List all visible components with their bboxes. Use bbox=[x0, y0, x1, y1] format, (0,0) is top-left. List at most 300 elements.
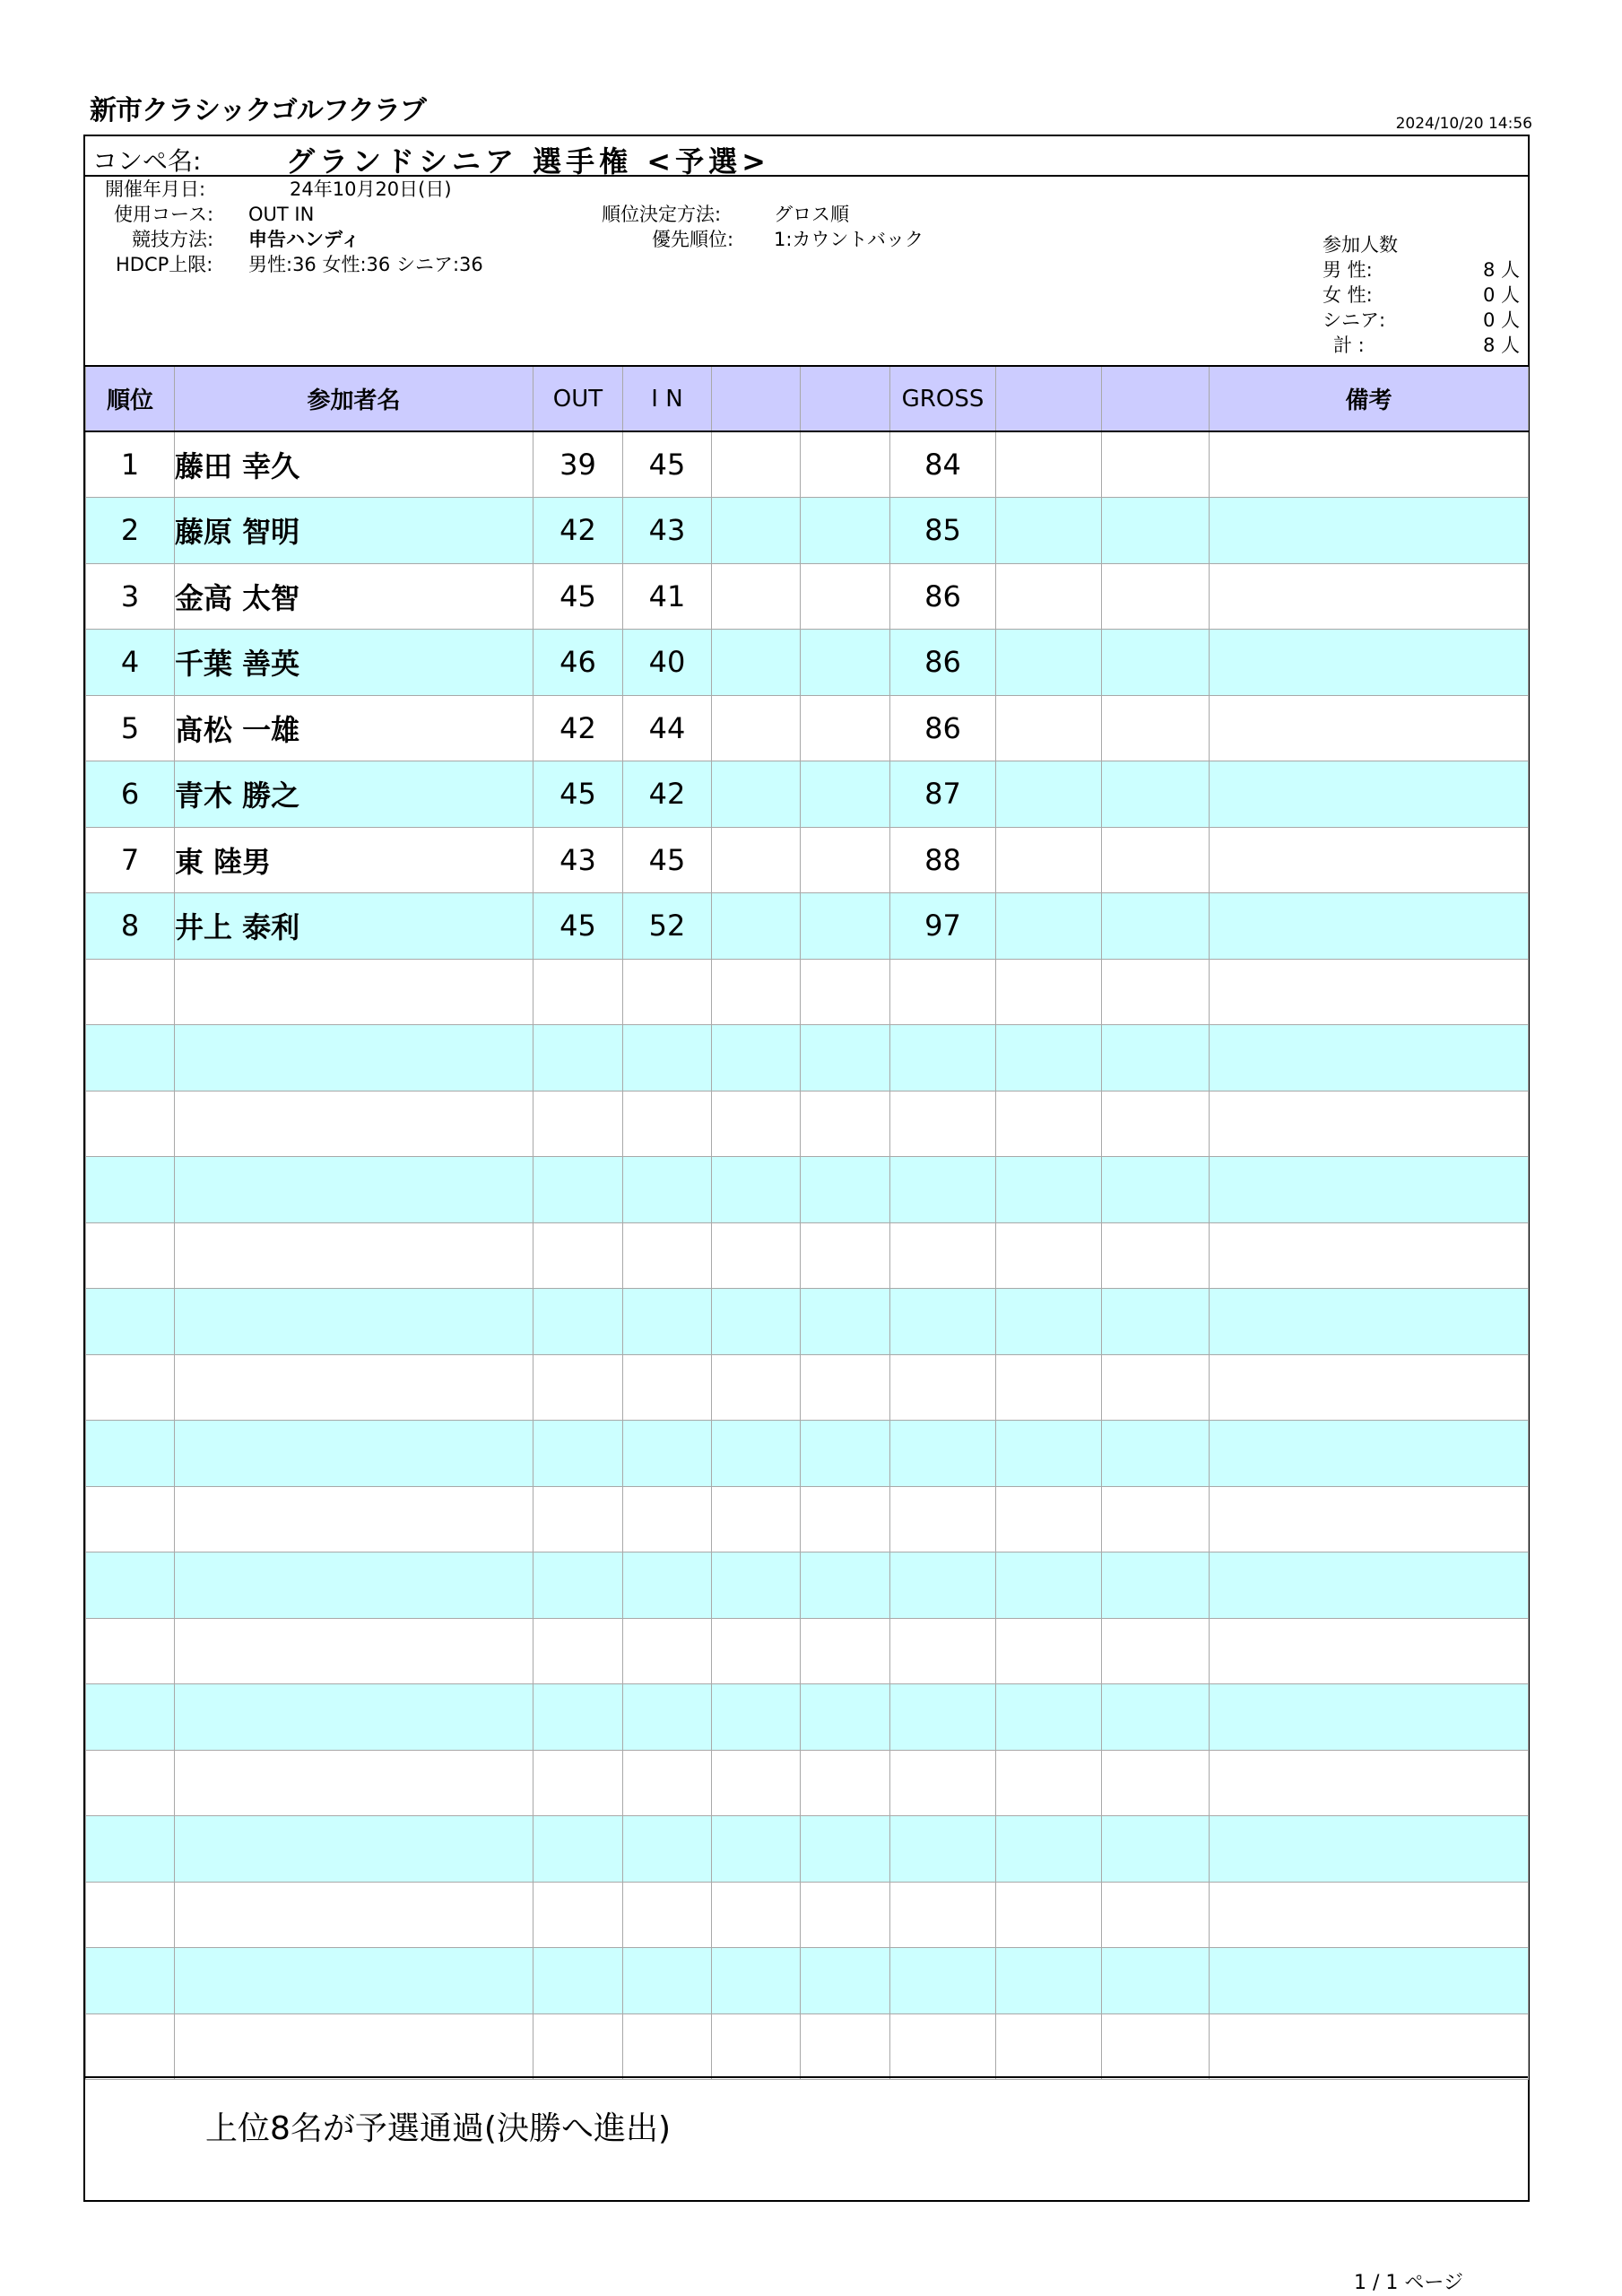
in-cell bbox=[623, 1552, 712, 1619]
out-cell bbox=[533, 1750, 623, 1816]
col6-cell bbox=[801, 1882, 890, 1948]
col5-cell bbox=[712, 1289, 801, 1355]
name-cell bbox=[175, 1552, 533, 1619]
gross-cell bbox=[890, 1882, 996, 1948]
remarks-cell bbox=[1210, 563, 1529, 630]
table-row bbox=[86, 1222, 1529, 1289]
col9-cell bbox=[1102, 630, 1210, 696]
method-value: 申告ハンディ bbox=[248, 229, 360, 250]
col6-cell bbox=[801, 1684, 890, 1751]
out-cell bbox=[533, 959, 623, 1025]
competition-title: グランドシニア 選手権 <予選> bbox=[286, 144, 770, 178]
remarks-cell bbox=[1210, 1816, 1529, 1883]
col6-cell bbox=[801, 1222, 890, 1289]
out-cell: 42 bbox=[533, 695, 623, 761]
col8-cell bbox=[996, 1618, 1102, 1684]
remarks-cell bbox=[1210, 1091, 1529, 1157]
col6-cell bbox=[801, 1552, 890, 1619]
remarks-cell bbox=[1210, 1882, 1529, 1948]
remarks-cell bbox=[1210, 1354, 1529, 1421]
female-label: 女 性: bbox=[1323, 284, 1373, 306]
header-col9 bbox=[1102, 366, 1210, 431]
col5-cell bbox=[712, 761, 801, 828]
table-row bbox=[86, 431, 1529, 498]
out-cell bbox=[533, 1816, 623, 1883]
table-row bbox=[86, 1354, 1529, 1421]
col8-cell bbox=[996, 563, 1102, 630]
course-label: 使用コース: bbox=[114, 204, 214, 225]
header-out: OUT bbox=[533, 366, 623, 431]
remarks-cell bbox=[1210, 1750, 1529, 1816]
col9-cell bbox=[1102, 1948, 1210, 2014]
participants-heading: 参加人数 bbox=[1323, 234, 1398, 256]
table-row bbox=[86, 1552, 1529, 1619]
table-row bbox=[86, 1157, 1529, 1223]
method-label: 競技方法: bbox=[132, 229, 214, 250]
col5-cell bbox=[712, 1750, 801, 1816]
col8-cell bbox=[996, 1289, 1102, 1355]
col5-cell bbox=[712, 1618, 801, 1684]
col5-cell bbox=[712, 1486, 801, 1552]
name-cell bbox=[175, 1091, 533, 1157]
gross-cell: 84 bbox=[890, 431, 996, 498]
col8-cell bbox=[996, 1157, 1102, 1223]
col6-cell bbox=[801, 563, 890, 630]
in-cell bbox=[623, 1157, 712, 1223]
rank-cell bbox=[86, 1882, 175, 1948]
table-row bbox=[86, 1421, 1529, 1487]
table-row bbox=[86, 827, 1529, 893]
remarks-cell bbox=[1210, 1222, 1529, 1289]
rank-cell bbox=[86, 1750, 175, 1816]
col9-cell bbox=[1102, 827, 1210, 893]
male-label: 男 性: bbox=[1323, 259, 1373, 281]
gross-cell bbox=[890, 1025, 996, 1091]
table-row bbox=[86, 1618, 1529, 1684]
remarks-cell bbox=[1210, 827, 1529, 893]
date-label: 開催年月日: bbox=[105, 178, 206, 200]
qualification-note bbox=[85, 2076, 1528, 2202]
remarks-cell bbox=[1210, 1552, 1529, 1619]
rank-cell bbox=[86, 1552, 175, 1619]
rank-cell: 2 bbox=[86, 498, 175, 564]
col8-cell bbox=[996, 1025, 1102, 1091]
table-row bbox=[86, 1025, 1529, 1091]
male-count: 8 人 bbox=[1482, 259, 1520, 281]
col8-cell bbox=[996, 827, 1102, 893]
out-cell bbox=[533, 1157, 623, 1223]
out-cell bbox=[533, 1025, 623, 1091]
hdcp-label: HDCP上限: bbox=[116, 254, 213, 275]
gross-cell: 86 bbox=[890, 695, 996, 761]
priority-label: 優先順位: bbox=[652, 229, 734, 250]
rank-cell bbox=[86, 1091, 175, 1157]
out-cell bbox=[533, 1618, 623, 1684]
out-cell: 39 bbox=[533, 431, 623, 498]
name-cell bbox=[175, 1289, 533, 1355]
in-cell bbox=[623, 1882, 712, 1948]
header-col8 bbox=[996, 366, 1102, 431]
table-row bbox=[86, 563, 1529, 630]
out-cell bbox=[533, 1289, 623, 1355]
in-cell: 52 bbox=[623, 893, 712, 960]
hdcp-value: 男性:36 女性:36 シニア:36 bbox=[248, 254, 483, 275]
col8-cell bbox=[996, 2013, 1102, 2080]
col5-cell bbox=[712, 1684, 801, 1751]
name-cell bbox=[175, 1948, 533, 2014]
rank-cell: 7 bbox=[86, 827, 175, 893]
in-cell bbox=[623, 1421, 712, 1487]
gross-cell bbox=[890, 1948, 996, 2014]
col9-cell bbox=[1102, 498, 1210, 564]
col5-cell bbox=[712, 498, 801, 564]
in-cell: 44 bbox=[623, 695, 712, 761]
col8-cell bbox=[996, 630, 1102, 696]
gross-cell bbox=[890, 1816, 996, 1883]
col5-cell bbox=[712, 431, 801, 498]
table-row bbox=[86, 1091, 1529, 1157]
col9-cell bbox=[1102, 1222, 1210, 1289]
gross-cell: 86 bbox=[890, 630, 996, 696]
col9-cell bbox=[1102, 1684, 1210, 1751]
rank-cell bbox=[86, 1486, 175, 1552]
name-cell bbox=[175, 1421, 533, 1487]
col6-cell bbox=[801, 761, 890, 828]
gross-cell bbox=[890, 1684, 996, 1751]
col6-cell bbox=[801, 695, 890, 761]
name-cell: 千葉 善英 bbox=[175, 630, 533, 696]
col6-cell bbox=[801, 1486, 890, 1552]
remarks-cell bbox=[1210, 1948, 1529, 2014]
col5-cell bbox=[712, 563, 801, 630]
header-col6 bbox=[801, 366, 890, 431]
ranking-value: グロス順 bbox=[774, 204, 849, 225]
out-cell bbox=[533, 1486, 623, 1552]
gross-cell bbox=[890, 1354, 996, 1421]
name-cell: 藤原 智明 bbox=[175, 498, 533, 564]
col9-cell bbox=[1102, 761, 1210, 828]
remarks-cell bbox=[1210, 1157, 1529, 1223]
col8-cell bbox=[996, 893, 1102, 960]
remarks-cell bbox=[1210, 431, 1529, 498]
name-cell: 青木 勝之 bbox=[175, 761, 533, 828]
col5-cell bbox=[712, 630, 801, 696]
col5-cell bbox=[712, 1552, 801, 1619]
table-row bbox=[86, 893, 1529, 960]
rank-cell: 4 bbox=[86, 630, 175, 696]
col9-cell bbox=[1102, 431, 1210, 498]
gross-cell bbox=[890, 1289, 996, 1355]
header-in: I N bbox=[623, 366, 712, 431]
out-cell bbox=[533, 1552, 623, 1619]
col6-cell bbox=[801, 431, 890, 498]
out-cell bbox=[533, 1354, 623, 1421]
col9-cell bbox=[1102, 1289, 1210, 1355]
col5-cell bbox=[712, 695, 801, 761]
date-value: 24年10月20日(日) bbox=[290, 178, 452, 200]
col8-cell bbox=[996, 695, 1102, 761]
name-cell: 東 陸男 bbox=[175, 827, 533, 893]
col6-cell bbox=[801, 498, 890, 564]
out-cell bbox=[533, 1421, 623, 1487]
col8-cell bbox=[996, 1421, 1102, 1487]
col5-cell bbox=[712, 959, 801, 1025]
in-cell bbox=[623, 1354, 712, 1421]
col6-cell bbox=[801, 1816, 890, 1883]
table-row bbox=[86, 761, 1529, 828]
col6-cell bbox=[801, 1354, 890, 1421]
out-cell bbox=[533, 1222, 623, 1289]
col6-cell bbox=[801, 630, 890, 696]
table-row bbox=[86, 959, 1529, 1025]
remarks-cell bbox=[1210, 893, 1529, 960]
col9-cell bbox=[1102, 1025, 1210, 1091]
table-row bbox=[86, 2013, 1529, 2080]
out-cell bbox=[533, 1948, 623, 2014]
rank-cell: 3 bbox=[86, 563, 175, 630]
col8-cell bbox=[996, 1750, 1102, 1816]
header-rank: 順位 bbox=[86, 366, 175, 431]
col9-cell bbox=[1102, 1816, 1210, 1883]
col8-cell bbox=[996, 1091, 1102, 1157]
col5-cell bbox=[712, 827, 801, 893]
in-cell: 43 bbox=[623, 498, 712, 564]
results-table bbox=[85, 365, 1529, 2080]
col8-cell bbox=[996, 1354, 1102, 1421]
table-row bbox=[86, 498, 1529, 564]
gross-cell bbox=[890, 1421, 996, 1487]
out-cell: 43 bbox=[533, 827, 623, 893]
name-cell bbox=[175, 1025, 533, 1091]
rank-cell bbox=[86, 2013, 175, 2080]
in-cell: 40 bbox=[623, 630, 712, 696]
remarks-cell bbox=[1210, 1289, 1529, 1355]
senior-count: 0 人 bbox=[1482, 309, 1520, 331]
printed-timestamp: 2024/10/20 14:56 bbox=[1395, 115, 1532, 133]
in-cell bbox=[623, 2013, 712, 2080]
name-cell bbox=[175, 1750, 533, 1816]
col5-cell bbox=[712, 1816, 801, 1883]
col8-cell bbox=[996, 761, 1102, 828]
out-cell bbox=[533, 1684, 623, 1751]
col9-cell bbox=[1102, 563, 1210, 630]
gross-cell bbox=[890, 1618, 996, 1684]
rank-cell: 8 bbox=[86, 893, 175, 960]
col9-cell bbox=[1102, 893, 1210, 960]
name-cell bbox=[175, 1486, 533, 1552]
col9-cell bbox=[1102, 1552, 1210, 1619]
remarks-cell bbox=[1210, 695, 1529, 761]
in-cell bbox=[623, 1025, 712, 1091]
rank-cell: 1 bbox=[86, 431, 175, 498]
col9-cell bbox=[1102, 1750, 1210, 1816]
col6-cell bbox=[801, 2013, 890, 2080]
col5-cell bbox=[712, 1091, 801, 1157]
table-row bbox=[86, 1882, 1529, 1948]
rank-cell bbox=[86, 1948, 175, 2014]
col6-cell bbox=[801, 1289, 890, 1355]
header-name: 参加者名 bbox=[175, 366, 533, 431]
remarks-cell bbox=[1210, 2013, 1529, 2080]
in-cell bbox=[623, 959, 712, 1025]
out-cell: 45 bbox=[533, 893, 623, 960]
rank-cell bbox=[86, 1157, 175, 1223]
table-row bbox=[86, 695, 1529, 761]
col6-cell bbox=[801, 1618, 890, 1684]
competition-label: コンペ名: bbox=[92, 146, 202, 176]
col8-cell bbox=[996, 1948, 1102, 2014]
gross-cell bbox=[890, 1157, 996, 1223]
in-cell bbox=[623, 1091, 712, 1157]
rank-cell bbox=[86, 1354, 175, 1421]
gross-cell: 97 bbox=[890, 893, 996, 960]
col9-cell bbox=[1102, 1354, 1210, 1421]
col8-cell bbox=[996, 1882, 1102, 1948]
col6-cell bbox=[801, 1948, 890, 2014]
remarks-cell bbox=[1210, 498, 1529, 564]
gross-cell bbox=[890, 1750, 996, 1816]
qualification-note-text: 上位8名が予選通過(決勝へ進出) bbox=[205, 2110, 671, 2147]
remarks-cell bbox=[1210, 1421, 1529, 1487]
rank-cell bbox=[86, 1618, 175, 1684]
remarks-cell bbox=[1210, 1486, 1529, 1552]
header-col5 bbox=[712, 366, 801, 431]
col9-cell bbox=[1102, 1421, 1210, 1487]
rank-cell bbox=[86, 1684, 175, 1751]
table-row bbox=[86, 1684, 1529, 1751]
col8-cell bbox=[996, 1684, 1102, 1751]
in-cell: 45 bbox=[623, 431, 712, 498]
name-cell bbox=[175, 959, 533, 1025]
name-cell bbox=[175, 1816, 533, 1883]
senior-label: シニア: bbox=[1323, 309, 1386, 331]
remarks-cell bbox=[1210, 959, 1529, 1025]
col8-cell bbox=[996, 959, 1102, 1025]
out-cell: 42 bbox=[533, 498, 623, 564]
gross-cell bbox=[890, 1552, 996, 1619]
in-cell: 42 bbox=[623, 761, 712, 828]
col9-cell bbox=[1102, 2013, 1210, 2080]
gross-cell bbox=[890, 959, 996, 1025]
col6-cell bbox=[801, 1091, 890, 1157]
col8-cell bbox=[996, 498, 1102, 564]
table-row bbox=[86, 1289, 1529, 1355]
rank-cell: 6 bbox=[86, 761, 175, 828]
col6-cell bbox=[801, 827, 890, 893]
col5-cell bbox=[712, 1882, 801, 1948]
out-cell: 45 bbox=[533, 761, 623, 828]
name-cell: 藤田 幸久 bbox=[175, 431, 533, 498]
gross-cell: 88 bbox=[890, 827, 996, 893]
in-cell: 45 bbox=[623, 827, 712, 893]
rank-cell bbox=[86, 1816, 175, 1883]
rank-cell bbox=[86, 1421, 175, 1487]
in-cell bbox=[623, 1618, 712, 1684]
table-row bbox=[86, 1750, 1529, 1816]
header-remarks: 備考 bbox=[1210, 366, 1529, 431]
col9-cell bbox=[1102, 1091, 1210, 1157]
gross-cell: 86 bbox=[890, 563, 996, 630]
in-cell: 41 bbox=[623, 563, 712, 630]
name-cell: 金高 太智 bbox=[175, 563, 533, 630]
rank-cell bbox=[86, 1025, 175, 1091]
page-number: 1 / 1 ページ bbox=[1354, 2272, 1463, 2294]
col6-cell bbox=[801, 1157, 890, 1223]
col6-cell bbox=[801, 1750, 890, 1816]
remarks-cell bbox=[1210, 630, 1529, 696]
priority-value: 1:カウントバック bbox=[774, 229, 924, 250]
gross-cell bbox=[890, 2013, 996, 2080]
results-sheet bbox=[83, 135, 1530, 2202]
ranking-label: 順位決定方法: bbox=[602, 204, 722, 225]
table-row bbox=[86, 1816, 1529, 1883]
name-cell: 髙松 一雄 bbox=[175, 695, 533, 761]
out-cell bbox=[533, 1091, 623, 1157]
table-header-row bbox=[86, 366, 1529, 431]
female-count: 0 人 bbox=[1482, 284, 1520, 306]
col5-cell bbox=[712, 1222, 801, 1289]
col9-cell bbox=[1102, 959, 1210, 1025]
event-info bbox=[85, 177, 1528, 365]
in-cell bbox=[623, 1289, 712, 1355]
name-cell bbox=[175, 1222, 533, 1289]
col6-cell bbox=[801, 959, 890, 1025]
col5-cell bbox=[712, 2013, 801, 2080]
name-cell bbox=[175, 1354, 533, 1421]
rank-cell bbox=[86, 1289, 175, 1355]
col8-cell bbox=[996, 1486, 1102, 1552]
remarks-cell bbox=[1210, 1684, 1529, 1751]
in-cell bbox=[623, 1948, 712, 2014]
col9-cell bbox=[1102, 1157, 1210, 1223]
col8-cell bbox=[996, 431, 1102, 498]
name-cell bbox=[175, 2013, 533, 2080]
col6-cell bbox=[801, 1421, 890, 1487]
remarks-cell bbox=[1210, 761, 1529, 828]
col9-cell bbox=[1102, 1486, 1210, 1552]
gross-cell: 87 bbox=[890, 761, 996, 828]
in-cell bbox=[623, 1684, 712, 1751]
col9-cell bbox=[1102, 695, 1210, 761]
col8-cell bbox=[996, 1552, 1102, 1619]
total-count: 8 人 bbox=[1482, 335, 1520, 356]
name-cell bbox=[175, 1157, 533, 1223]
in-cell bbox=[623, 1816, 712, 1883]
col9-cell bbox=[1102, 1618, 1210, 1684]
out-cell: 45 bbox=[533, 563, 623, 630]
name-cell bbox=[175, 1684, 533, 1751]
remarks-cell bbox=[1210, 1025, 1529, 1091]
gross-cell bbox=[890, 1222, 996, 1289]
table-row bbox=[86, 630, 1529, 696]
col5-cell bbox=[712, 1354, 801, 1421]
gross-cell bbox=[890, 1486, 996, 1552]
col5-cell bbox=[712, 1157, 801, 1223]
out-cell: 46 bbox=[533, 630, 623, 696]
out-cell bbox=[533, 2013, 623, 2080]
name-cell bbox=[175, 1882, 533, 1948]
header-gross: GROSS bbox=[890, 366, 996, 431]
col5-cell bbox=[712, 1025, 801, 1091]
col6-cell bbox=[801, 1025, 890, 1091]
club-name: 新市クラシックゴルフクラブ bbox=[90, 95, 426, 126]
gross-cell bbox=[890, 1091, 996, 1157]
in-cell bbox=[623, 1486, 712, 1552]
competition-row bbox=[85, 136, 1528, 177]
out-cell bbox=[533, 1882, 623, 1948]
gross-cell: 85 bbox=[890, 498, 996, 564]
col5-cell bbox=[712, 1948, 801, 2014]
